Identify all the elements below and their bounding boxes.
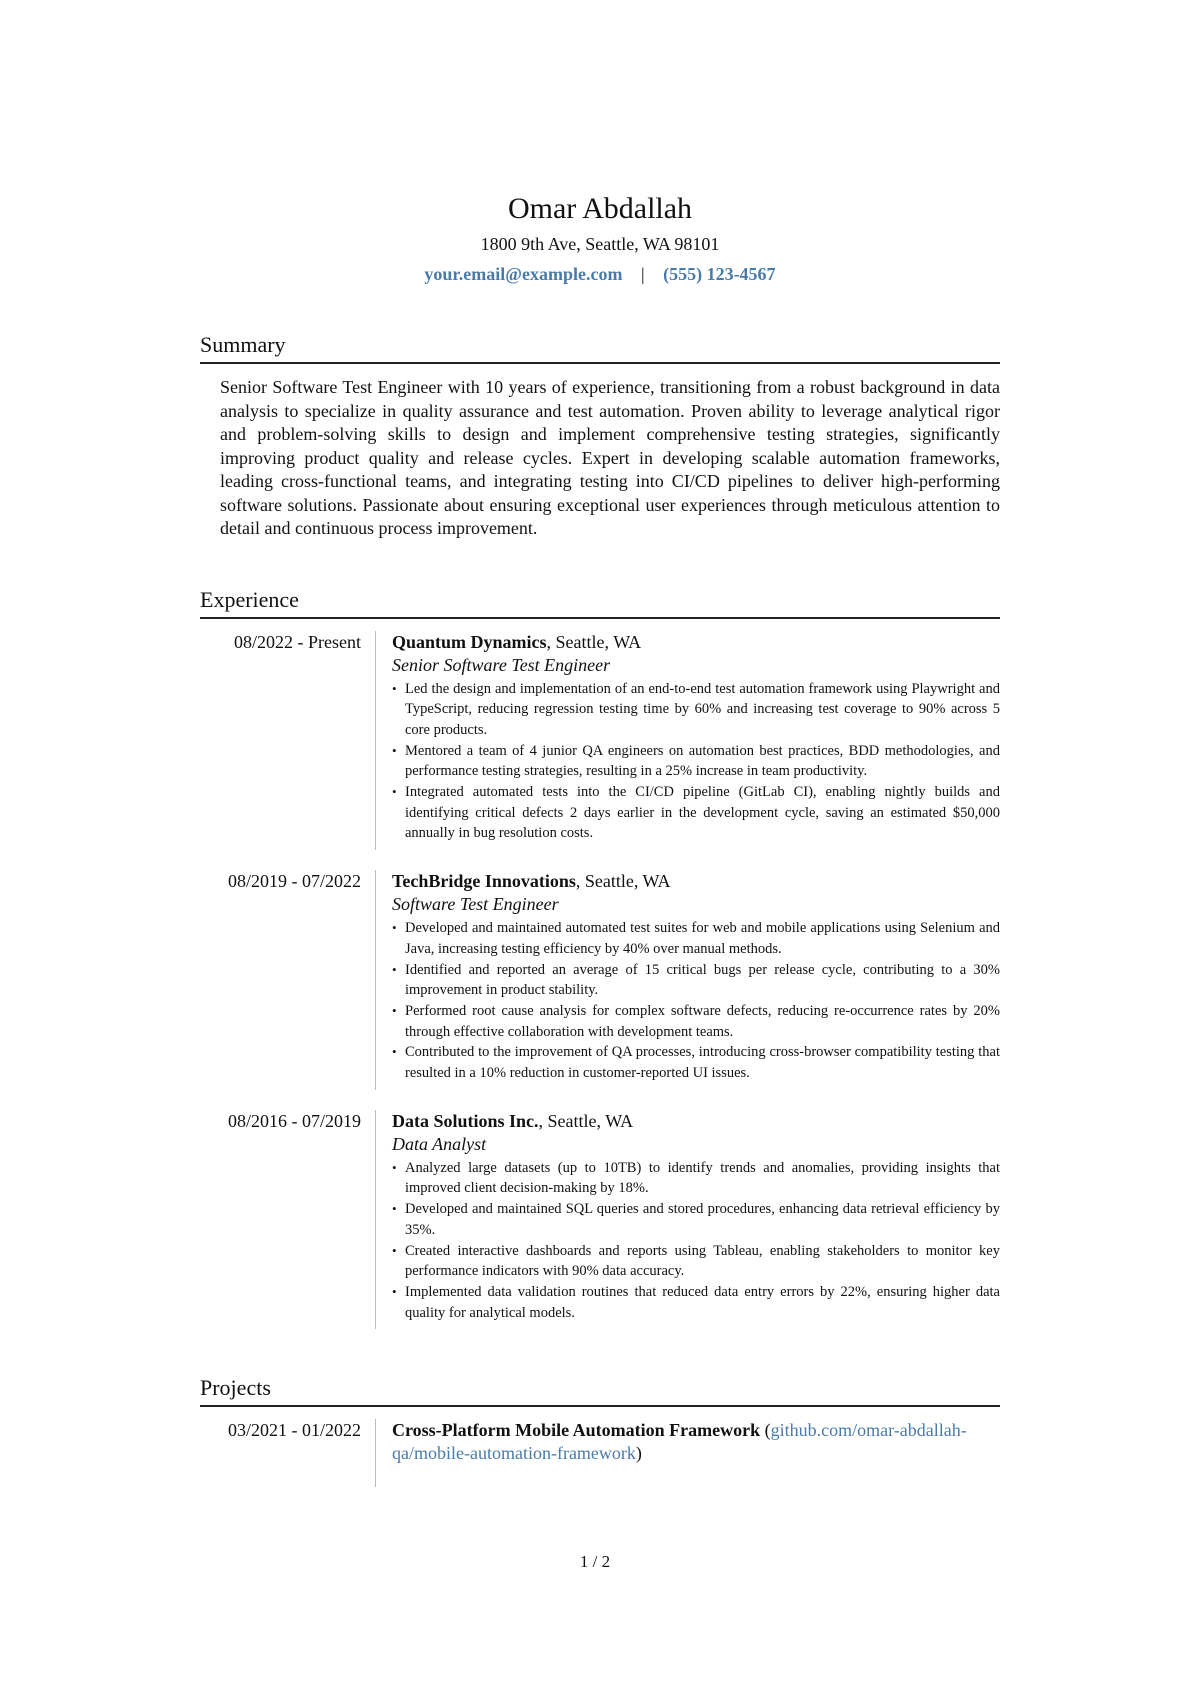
project-name: Cross-Platform Mobile Automation Framework [392,1420,761,1441]
entry-body [375,1419,1000,1487]
bullet-list [392,1158,1000,1324]
bullet-item: • Integrated automated tests into the CI/CD pipeline (GitLab CI), enabling nightly builds and identifying critical defects 2 days earlier in the development cycle, saving an estimated $50,000 annually in bug resolution costs. [392,782,1000,844]
bullet-item: • Contributed to the improvement of QA processes, introducing cross-browser compatibility testing that resulted in a 10% reduction in customer-reported UI issues. [392,1042,1000,1083]
contact-line [200,262,1000,286]
paren-open: ( [760,1420,771,1441]
projects-section [200,1373,1000,1487]
phone-link[interactable]: (555) 123-4567 [663,264,776,284]
entry-heading [392,1110,1000,1133]
experience-entry [200,870,1000,1090]
company-name: TechBridge Innovations [392,871,576,892]
resume-header [200,190,1000,286]
company-location: , Seattle, WA [575,871,671,892]
project-entry [200,1419,1000,1487]
bullet-item: • Performed root cause analysis for complex software defects, reducing re-occurrence rates by 20% through effective collaboration with development teams. [392,1001,1000,1042]
section-title-experience: Experience [200,585,1000,619]
company-location: , Seattle, WA [538,1110,634,1131]
bullet-item: • Developed and maintained SQL queries and stored procedures, enhancing data retrieval efficiency by 35%. [392,1199,1000,1240]
bullet-item: • Mentored a team of 4 junior QA engineers on automation best practices, BDD methodologies, and performance testing strategies, resulting in a 25% increase in team productivity. [392,741,1000,782]
entry-body [375,870,1000,1090]
entry-heading [392,870,1000,893]
project-link[interactable]: github.com/omar-abdallah-qa/mobile-automation-framework [392,1420,967,1464]
experience-section [200,585,1000,1330]
page-number: 1 / 2 [579,1552,611,1571]
candidate-name: Omar Abdallah [507,192,693,225]
bullet-item: • Led the design and implementation of an end-to-end test automation framework using Playwright and TypeScript, reducing regression testing time by 60% and increasing test coverage to 90% across 5 core products. [392,679,1000,741]
summary-section [200,330,1000,541]
experience-entry [200,1110,1000,1330]
bullet-item: • Created interactive dashboards and reports using Tableau, enabling stakeholders to monitor key performance indicators with 90% data accuracy. [392,1241,1000,1282]
company-name: Data Solutions Inc. [392,1110,539,1131]
paren-close: ) [635,1443,642,1464]
job-title: Data Analyst [392,1133,487,1154]
company-name: Quantum Dynamics [392,631,547,652]
summary-text: Senior Software Test Engineer with 10 years of experience, transitioning from a robust background in data analysis to specialize in quality assurance and test automation. Proven ability to leverage analytical rigor and problem-solving skills to design and implement comprehensive testing strategies, significantly improving product quality and release cycles. Expert in developing scalable automation frameworks, leading cross-functional teams, and integrating testing into CI/CD pipelines to deliver high-performing software solutions. Passionate about ensuring exceptional user experiences through meticulous attention to detail and continuous process improvement. [220,377,1000,538]
email-link[interactable]: your.email@example.com [424,264,623,284]
company-location: , Seattle, WA [546,631,642,652]
bullet-list [392,679,1000,845]
experience-entry [200,631,1000,851]
entry-date: 08/2022 - Present [234,631,361,652]
bullet-list [392,918,1000,1084]
section-title-summary: Summary [200,330,1000,364]
job-title: Senior Software Test Engineer [392,654,611,675]
entry-body [375,1110,1000,1330]
entry-date: 03/2021 - 01/2022 [228,1420,361,1441]
job-title: Software Test Engineer [392,894,559,915]
section-title-projects: Projects [200,1373,1000,1407]
contact-separator: | [640,264,645,284]
bullet-item: • Implemented data validation routines that reduced data entry errors by 22%, ensuring higher data quality for analytical models. [392,1282,1000,1323]
bullet-item: • Analyzed large datasets (up to 10TB) to identify trends and anomalies, providing insights that improved client decision-making by 18%. [392,1158,1000,1199]
entry-date: 08/2019 - 07/2022 [228,871,361,892]
resume-page [200,190,1000,1487]
bullet-item: • Developed and maintained automated test suites for web and mobile applications using Selenium and Java, increasing testing efficiency by 40% over manual methods. [392,918,1000,959]
bullet-item: • Identified and reported an average of 15 critical bugs per release cycle, contributing to a 30% improvement in product stability. [392,960,1000,1001]
entry-body [375,631,1000,851]
project-heading [392,1419,1000,1465]
address: 1800 9th Ave, Seattle, WA 98101 [480,234,720,254]
entry-heading [392,631,1000,654]
entry-date: 08/2016 - 07/2019 [228,1110,361,1131]
